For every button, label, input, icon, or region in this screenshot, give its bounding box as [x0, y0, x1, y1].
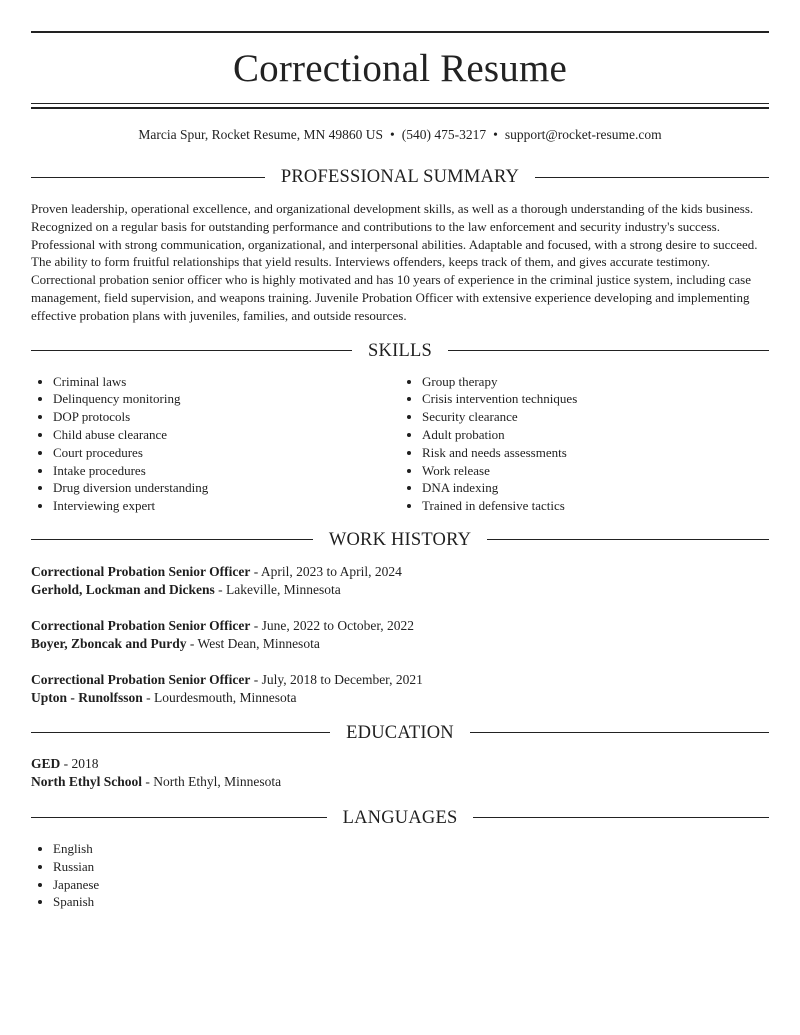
education-degree-line	[31, 755, 769, 774]
degree-year: - 2018	[60, 755, 99, 771]
skill-item: • DOP protocols	[53, 408, 400, 426]
contact-separator: •	[390, 127, 395, 142]
skill-item: • Delinquency monitoring	[53, 390, 400, 408]
skill-item: • Intake procedures	[53, 462, 400, 480]
company-name: Boyer, Zboncak and Purdy	[31, 636, 187, 652]
education-school-line	[31, 773, 769, 792]
work-heading-label: WORK HISTORY	[328, 529, 472, 550]
language-item: • Russian	[53, 858, 769, 876]
language-item: • Spanish	[53, 893, 769, 911]
languages-heading	[31, 807, 769, 829]
skill-item: • DNA indexing	[422, 479, 769, 497]
skill-item: • Adult probation	[422, 426, 769, 444]
heading-rule-left	[31, 539, 313, 540]
company-name: Upton - Runolfsson	[31, 690, 143, 706]
title-double-divider	[31, 103, 769, 109]
work-heading	[31, 529, 769, 551]
education-heading	[31, 722, 769, 744]
heading-rule-left	[31, 350, 352, 351]
skill-item: • Court procedures	[53, 444, 400, 462]
heading-rule-left	[31, 177, 265, 178]
top-divider	[31, 31, 769, 33]
skill-item: • Crisis intervention techniques	[422, 390, 769, 408]
work-entry	[31, 617, 769, 654]
work-title-line	[31, 563, 769, 582]
work-entry	[31, 563, 769, 600]
school-location: - North Ethyl, Minnesota	[142, 774, 282, 790]
education-heading-label: EDUCATION	[346, 722, 454, 743]
contact-address: Marcia Spur, Rocket Resume, MN 49860 US	[138, 127, 384, 142]
degree: GED	[31, 755, 61, 771]
skills-column-left	[31, 373, 400, 515]
contact-separator: •	[493, 127, 498, 142]
skills-heading	[31, 340, 769, 362]
company-location: - Lakeville, Minnesota	[214, 582, 341, 598]
contact-line	[31, 126, 769, 144]
company-location: - Lourdesmouth, Minnesota	[142, 690, 297, 706]
work-company-line	[31, 635, 769, 654]
language-item: • Japanese	[53, 876, 769, 894]
skills-column-right	[400, 373, 769, 515]
company-name: Gerhold, Lockman and Dickens	[31, 582, 215, 598]
skill-item: • Drug diversion understanding	[53, 479, 400, 497]
skill-item: • Child abuse clearance	[53, 426, 400, 444]
work-title-line	[31, 671, 769, 690]
skill-item: • Group therapy	[422, 373, 769, 391]
job-title: Correctional Probation Senior Officer	[31, 563, 251, 579]
work-company-line	[31, 689, 769, 708]
job-title: Correctional Probation Senior Officer	[31, 617, 251, 633]
heading-rule-right	[448, 350, 769, 351]
skill-item: • Interviewing expert	[53, 497, 400, 515]
contact-email: support@rocket-resume.com	[504, 127, 662, 142]
heading-rule-left	[31, 817, 327, 818]
resume-page	[31, 0, 769, 911]
skills-list	[31, 373, 769, 515]
job-dates: - April, 2023 to April, 2024	[250, 563, 402, 579]
skill-item: • Risk and needs assessments	[422, 444, 769, 462]
skill-item: • Trained in defensive tactics	[422, 497, 769, 515]
language-item: • English	[53, 840, 769, 858]
summary-heading	[31, 166, 769, 188]
languages-list	[31, 840, 769, 911]
job-dates: - July, 2018 to December, 2021	[250, 671, 423, 687]
heading-rule-left	[31, 732, 330, 733]
languages-heading-label: LANGUAGES	[342, 807, 458, 828]
skill-item: • Work release	[422, 462, 769, 480]
summary-text: Proven leadership, operational excellence, and organizational development skills, as well as a thorough understanding of the kids business. Recognized on a regular basis for outstanding performance and contributions to the law enforcement and security industry's success. Professional with strong communication, organizational, and interpersonal abilities. Adaptable and focused, with a strong desire to succeed. The ability to form fruitful relationships that yield results. Interviews offenders, keeps track of them, and gives accurate testimony. Correctional probation senior officer who is highly motivated and has 10 years of experience in the criminal justice system, including case management, field supervision, and weapons training. Juvenile Probation Officer with extensive experience developing and implementing effective probation plans with juveniles, families, and outside resources.	[31, 201, 758, 323]
heading-rule-right	[473, 817, 769, 818]
job-title: Correctional Probation Senior Officer	[31, 671, 251, 687]
company-location: - West Dean, Minnesota	[186, 636, 320, 652]
heading-rule-right	[487, 539, 769, 540]
work-title-line	[31, 617, 769, 636]
job-dates: - June, 2022 to October, 2022	[250, 617, 415, 633]
heading-rule-right	[470, 732, 769, 733]
skill-item: • Security clearance	[422, 408, 769, 426]
heading-rule-right	[535, 177, 769, 178]
education-entry	[31, 755, 769, 792]
work-entry	[31, 671, 769, 708]
summary-heading-label: PROFESSIONAL SUMMARY	[280, 167, 520, 187]
school-name: North Ethyl School	[31, 774, 143, 790]
skill-item: • Criminal laws	[53, 373, 400, 391]
contact-phone: (540) 475-3217	[401, 127, 487, 142]
work-company-line	[31, 581, 769, 600]
skills-heading-label: SKILLS	[368, 340, 432, 361]
page-title: Correctional Resume	[232, 47, 568, 90]
